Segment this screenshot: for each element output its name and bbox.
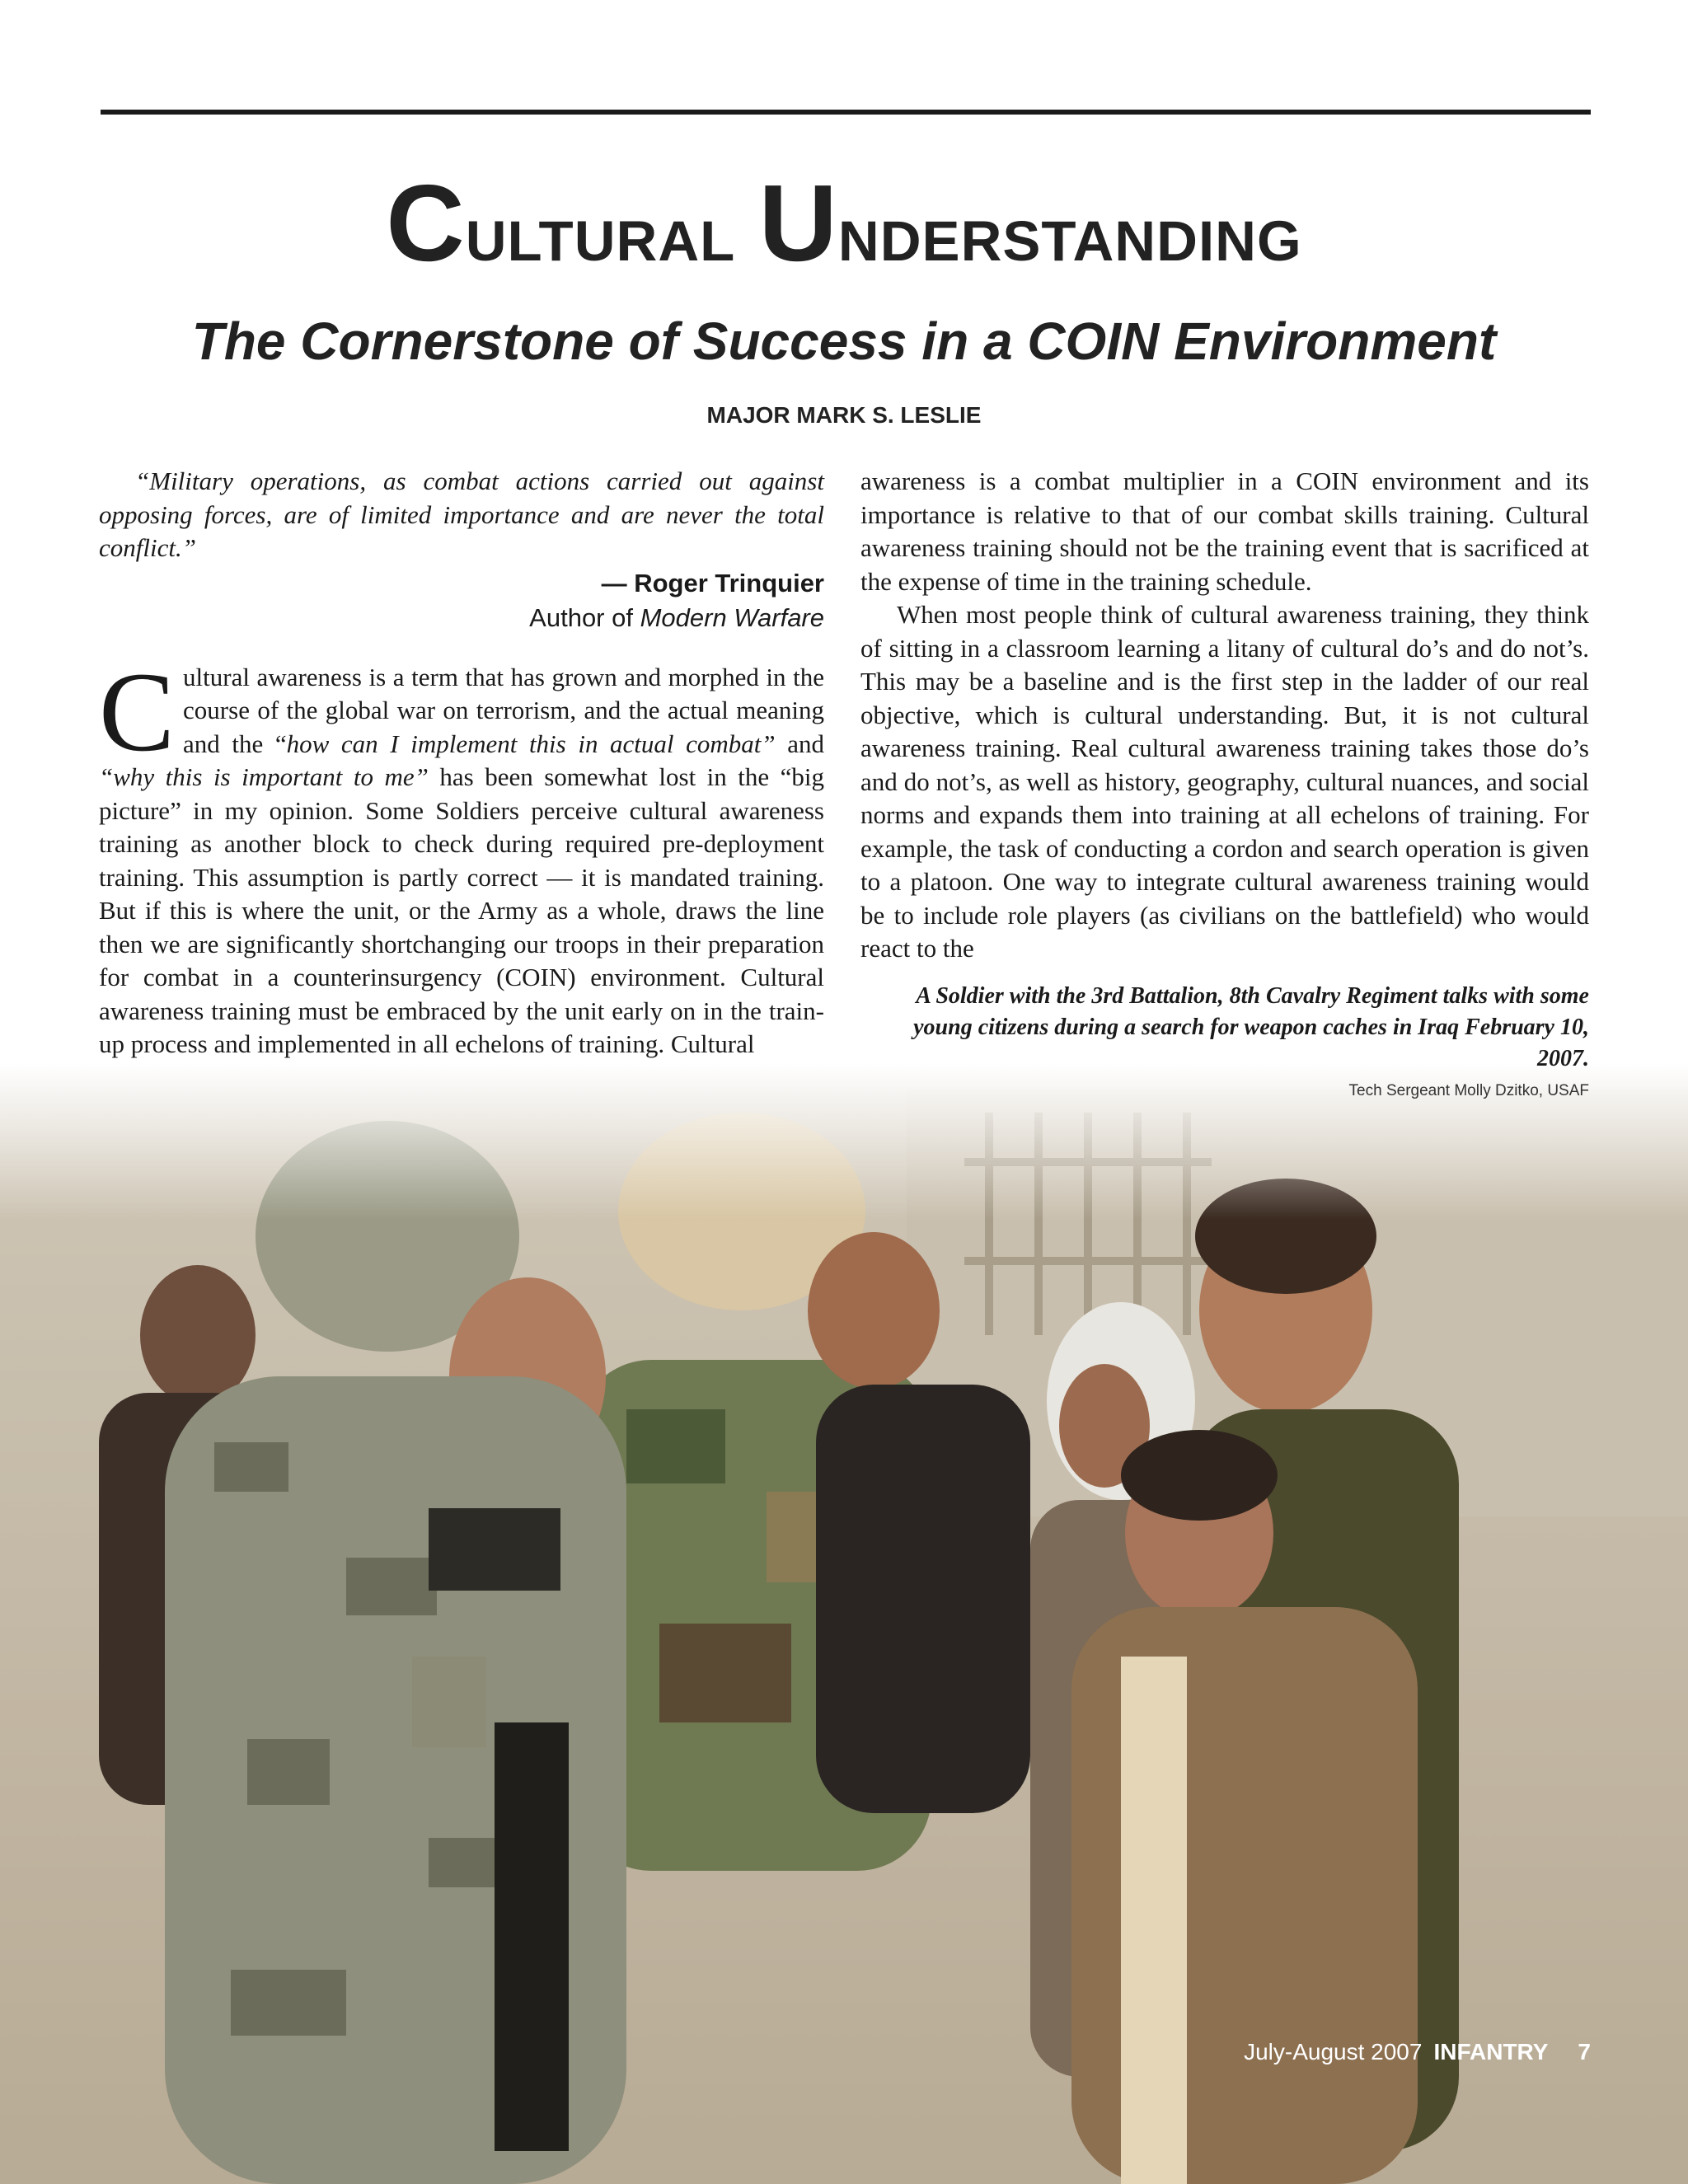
body-paragraph-2: awareness is a combat multiplier in a COIN environment and its importance is relative to that of our combat skills training. Cultural awareness training should not be the training event that is sacrificed at the expense of time in the training schedule.: [860, 466, 1589, 596]
article-title: [0, 162, 1688, 284]
epigraph-author: [99, 567, 824, 600]
body-p1-b: and: [775, 729, 825, 758]
body-p1-c: has been somewhat lost in the “big picture” in my opinion. Some Soldiers perceive cultural awareness training as another block to check during required pre-deployment training. This assumption is partly correct — it is mandated training. But if this is where the unit, or the Army as a whole, draws the line then we are significantly shortchanging our troops in their preparation for combat in a counterinsurgency (COIN) environment. Cultural awareness training must be embraced by the unit early on in the train-up process and implemented in all echelons of training. Cultural: [99, 762, 825, 1058]
header-rule: [101, 110, 1591, 115]
page-number: 7: [1578, 2039, 1591, 2064]
drop-cap: C: [99, 648, 176, 775]
epigraph-book-prefix: Author of: [529, 602, 640, 632]
footer-magazine: INFANTRY: [1433, 2039, 1549, 2064]
footer-issue: July-August 2007: [1244, 2039, 1423, 2064]
epigraph-source: [99, 602, 824, 635]
byline: MAJOR MARK S. LESLIE: [706, 402, 982, 428]
epigraph-author-name: — Roger Trinquier: [601, 568, 824, 598]
epigraph-quote: “Military operations, as combat actions carried out against opposing forces, are of limited importance and are never the total conflict.”: [99, 466, 824, 562]
column-right: [860, 465, 1589, 966]
body-p1-a: ultural awareness is a term that has grown and morphed in the course of the global war on terrorism, and the actual meaning and the “: [183, 662, 824, 758]
column-left: [99, 465, 824, 1062]
body-paragraph-1: [99, 648, 825, 1062]
page-footer: [1244, 2039, 1591, 2065]
photo-credit: Tech Sergeant Molly Dzitko, USAF: [1348, 1082, 1589, 1099]
body-p1-em1: how can I implement this in actual combat”: [286, 729, 776, 758]
title-rest-2: nderstanding: [837, 187, 1302, 278]
body-paragraph-3: When most people think of cultural awareness training, they think of sitting in a classroom learning a litany of cultural do’s and do not’s. This may be a baseline and is the first step in the ladder of our real objective, which is cultural understanding. But, it is not cultural awareness training. Real cultural awareness training takes those do’s and do not’s, as well as history, geography, cultural nuances, and social norms and expands them into training at all echelons of training. For example, the task of conducting a cordon and search operation is given to a platoon. One way to integrate cultural awareness training would be to include role players (as civilians on the battlefield) who would react to the: [860, 600, 1589, 963]
article-photo: [0, 1063, 1688, 2184]
epigraph-book-title: Modern Warfare: [640, 602, 824, 632]
title-initial-1: C: [386, 162, 466, 284]
photo-caption: A Soldier with the 3rd Battalion, 8th Cavalry Regiment talks with some young citizens during a search for weapon caches in Iraq February 10, 2007.: [913, 983, 1589, 1071]
body-p1-em2: “why this is important to me”: [99, 762, 429, 791]
title-rest-1: ultural: [465, 187, 759, 278]
photo-illustration: [0, 1063, 1688, 2184]
title-initial-2: U: [758, 162, 838, 284]
article-subtitle: The Cornerstone of Success in a COIN Environment: [191, 312, 1497, 371]
